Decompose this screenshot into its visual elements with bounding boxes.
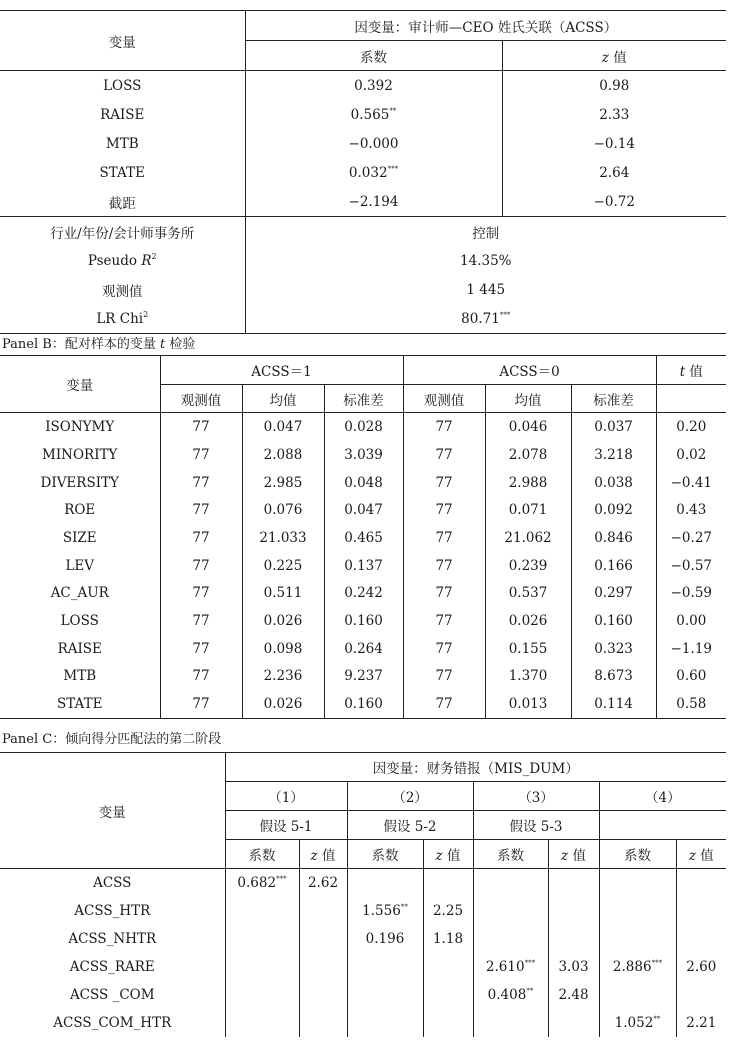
table-row — [0, 524, 726, 552]
mean-cell: 0.013 — [485, 690, 571, 718]
sd-cell: 0.323 — [571, 635, 656, 663]
pseudo-r2-value: 14.35% — [245, 246, 726, 275]
t-value-cell: −0.27 — [656, 524, 726, 552]
z-value-cell-model-2 — [423, 981, 473, 1009]
variable-name: LOSS — [0, 71, 245, 101]
coef-cell-model-3 — [473, 897, 548, 925]
z-letter: z — [561, 848, 569, 864]
cell-value: 0.196 — [365, 931, 405, 947]
coef-header-2: 系数 — [347, 840, 423, 869]
acss-0-group-header: ACSS＝0 — [403, 356, 656, 385]
z-suffix: 值 — [695, 848, 714, 864]
t-value-cell: −0.41 — [656, 469, 726, 497]
table-row — [0, 1009, 726, 1037]
mean-cell: 0.225 — [242, 552, 324, 580]
mean-cell: 0.511 — [242, 580, 324, 608]
hypothesis-1-header: 假设 5-1 — [225, 811, 347, 840]
panel-a-table — [0, 10, 726, 334]
variable-name: ACSS _COM — [69, 987, 155, 1003]
panel-b-table — [0, 355, 726, 719]
z-value-cell-model-1 — [299, 1009, 347, 1037]
table-row — [0, 496, 726, 524]
mean-cell: 0.026 — [485, 607, 571, 635]
variable-name: MTB — [105, 135, 139, 152]
cell-value: 0.392 — [354, 77, 393, 94]
coef-cell-model-1 — [225, 953, 299, 981]
obs-cell: 77 — [160, 441, 242, 469]
sd-cell: 0.092 — [571, 496, 656, 524]
obs-cell: 77 — [403, 552, 485, 580]
variable-name: LOSS — [60, 613, 99, 630]
panel-c-title: Panel C：倾向得分匹配法的第二阶段 — [2, 732, 222, 747]
table-row — [0, 925, 726, 953]
panel-a-variable-header: 变量 — [0, 11, 245, 71]
variable-name: STATE — [0, 690, 160, 718]
observations-value: 1 445 — [245, 275, 726, 304]
z-value-cell-model-1: 2.62 — [299, 869, 347, 898]
hypothesis-3-header: 假设 5-3 — [473, 811, 599, 840]
z-value-cell-model-3: 3.03 — [548, 953, 599, 981]
acss-1-group-header: ACSS＝1 — [160, 356, 403, 385]
table-row — [0, 469, 726, 497]
mean-cell: 21.062 — [485, 524, 571, 552]
panel-c-variable-header: 变量 — [0, 753, 225, 869]
mean-cell: 0.098 — [242, 635, 324, 663]
z-suffix: 值 — [317, 848, 336, 864]
mean-cell: 0.537 — [485, 580, 571, 608]
obs-cell: 77 — [160, 580, 242, 608]
coef-cell — [245, 187, 502, 217]
cell-value: 1.052 — [614, 1015, 654, 1031]
obs-cell: 77 — [160, 690, 242, 718]
obs-cell: 77 — [160, 552, 242, 580]
cell-value: −0.000 — [348, 135, 399, 152]
obs-cell: 77 — [403, 441, 485, 469]
significance-stars: ** — [389, 106, 397, 115]
z-value-cell-model-2: 1.18 — [423, 925, 473, 953]
variable-name: ISONYMY — [0, 413, 160, 441]
z-value-cell: 2.64 — [502, 158, 726, 187]
cell-value: 2.886 — [612, 959, 652, 975]
mean-cell: 2.078 — [485, 441, 571, 469]
obs-cell: 77 — [160, 469, 242, 497]
mean-cell: 0.155 — [485, 635, 571, 663]
cell-value: 2.610 — [485, 959, 525, 975]
table-row — [0, 690, 726, 718]
panel-c-table — [0, 752, 726, 1037]
variable-name: SIZE — [62, 529, 97, 546]
controls-value: 控制 — [245, 217, 726, 247]
mean-cell: 0.239 — [485, 552, 571, 580]
mean-cell: 0.076 — [242, 496, 324, 524]
model-3-header: （3） — [473, 782, 599, 811]
mean-cell: 2.088 — [242, 441, 324, 469]
variable-name: ACSS_COM_HTR — [53, 1015, 172, 1031]
table-row — [0, 71, 726, 101]
sd-header-0: 标准差 — [571, 384, 656, 413]
table-row — [0, 187, 726, 217]
table-row — [0, 552, 726, 580]
obs-cell: 77 — [403, 580, 485, 608]
obs-header-1: 观测值 — [160, 384, 242, 413]
t-value-cell: 0.20 — [656, 413, 726, 441]
z-value-cell-model-3 — [548, 925, 599, 953]
sd-cell: 0.047 — [324, 496, 403, 524]
coef-cell-model-4 — [599, 1009, 676, 1037]
significance-stars: ** — [526, 987, 534, 995]
cell-value: 0.682 — [237, 875, 277, 891]
z-suffix: 值 — [568, 848, 586, 864]
z-value-cell-model-2 — [423, 953, 473, 981]
coef-cell-model-3 — [473, 869, 548, 898]
coef-header-4: 系数 — [599, 840, 676, 869]
sd-cell: 0.038 — [571, 469, 656, 497]
coef-header-1: 系数 — [225, 840, 299, 869]
table-row — [0, 100, 726, 129]
cell-value: −2.194 — [348, 193, 399, 210]
coef-cell-model-1 — [225, 925, 299, 953]
z-value-cell-model-1 — [299, 925, 347, 953]
z-value-cell: 2.33 — [502, 100, 726, 129]
coef-cell-model-2 — [347, 925, 423, 953]
z-value-cell-model-1 — [299, 953, 347, 981]
coef-cell-model-2 — [347, 981, 423, 1009]
coef-cell-model-2 — [347, 1009, 423, 1037]
coef-cell — [245, 71, 502, 101]
significance-stars: ** — [400, 903, 408, 911]
mean-header-0: 均值 — [485, 384, 571, 413]
z-value-cell: −0.14 — [502, 129, 726, 158]
t-value-subheader — [656, 384, 726, 413]
coef-cell-model-3 — [473, 981, 548, 1009]
mean-cell: 0.071 — [485, 496, 571, 524]
obs-cell: 77 — [160, 413, 242, 441]
z-value-cell-model-4 — [676, 925, 726, 953]
significance-stars: *** — [387, 164, 399, 173]
t-value-cell: 0.60 — [656, 663, 726, 691]
mean-cell: 0.047 — [242, 413, 324, 441]
obs-header-0: 观测值 — [403, 384, 485, 413]
z-header-2 — [423, 840, 473, 869]
sd-cell: 0.048 — [324, 469, 403, 497]
mean-cell: 2.236 — [242, 663, 324, 691]
variable-name: STATE — [99, 164, 145, 181]
sd-header-1: 标准差 — [324, 384, 403, 413]
coef-cell-model-4 — [599, 869, 676, 898]
table-row — [0, 869, 726, 898]
obs-cell: 77 — [403, 690, 485, 718]
model-1-header: （1） — [225, 782, 347, 811]
coef-cell-model-3 — [473, 925, 548, 953]
sd-cell: 0.166 — [571, 552, 656, 580]
variable-name: 截距 — [108, 195, 136, 212]
variable-name: AC_AUR — [50, 585, 109, 602]
obs-cell: 77 — [403, 413, 485, 441]
coef-cell-model-3 — [473, 1009, 548, 1037]
variable-name: ACSS_HTR — [74, 903, 151, 919]
z-value-cell-model-4 — [676, 897, 726, 925]
sd-cell: 3.039 — [324, 441, 403, 469]
obs-cell: 77 — [160, 496, 242, 524]
z-letter: z — [688, 848, 696, 864]
coef-cell-model-1 — [225, 1009, 299, 1037]
variable-name: ACSS_NHTR — [68, 931, 157, 947]
z-letter: z — [310, 848, 318, 864]
z-value-cell-model-4 — [676, 981, 726, 1009]
cell-value: 0.565 — [350, 106, 390, 123]
sd-cell: 0.160 — [324, 607, 403, 635]
obs-cell: 77 — [403, 607, 485, 635]
t-value-cell: 0.00 — [656, 607, 726, 635]
observations-label: 观测值 — [102, 283, 143, 300]
sd-cell: 3.218 — [571, 441, 656, 469]
model-4-header: （4） — [599, 782, 726, 811]
variable-name: RAISE — [100, 106, 145, 123]
z-value-cell-model-3: 2.48 — [548, 981, 599, 1009]
table-row — [0, 635, 726, 663]
sd-cell: 0.465 — [324, 524, 403, 552]
z-value-cell-model-2 — [423, 869, 473, 898]
sd-cell: 0.264 — [324, 635, 403, 663]
coef-cell-model-1 — [225, 897, 299, 925]
z-value-cell-model-1 — [299, 897, 347, 925]
z-header-1 — [299, 840, 347, 869]
t-value-cell: 0.58 — [656, 690, 726, 718]
z-value-cell-model-4: 2.21 — [676, 1009, 726, 1037]
coef-cell-model-2 — [347, 953, 423, 981]
hypothesis-2-header: 假设 5-2 — [347, 811, 473, 840]
mean-cell: 0.026 — [242, 607, 324, 635]
mean-cell: 2.988 — [485, 469, 571, 497]
z-suffix: 值 — [442, 848, 461, 864]
sd-cell: 8.673 — [571, 663, 656, 691]
t-value-header: t 值 — [656, 356, 726, 385]
coef-cell-model-2 — [347, 869, 423, 898]
table-row — [0, 607, 726, 635]
z-header-4 — [676, 840, 726, 869]
cell-value: 0.032 — [348, 164, 388, 181]
obs-cell: 77 — [403, 524, 485, 552]
cell-value: 1.556 — [362, 903, 401, 919]
mean-cell: 0.046 — [485, 413, 571, 441]
t-value-cell: −0.57 — [656, 552, 726, 580]
significance-stars: *** — [276, 875, 287, 883]
obs-cell: 77 — [160, 524, 242, 552]
panel-a-dependent-variable-header: 因变量：审计师—CEO 姓氏关联（ACSS） — [245, 11, 726, 41]
z-value-cell: −0.72 — [502, 187, 726, 217]
coef-cell-model-1 — [225, 869, 299, 898]
obs-cell: 77 — [160, 607, 242, 635]
table-row — [0, 441, 726, 469]
table-row — [0, 981, 726, 1009]
sd-cell: 0.242 — [324, 580, 403, 608]
table-row — [0, 663, 726, 691]
panel-a-z-header: z 值 — [502, 41, 726, 71]
z-header-3 — [548, 840, 599, 869]
mean-cell: 21.033 — [242, 524, 324, 552]
z-letter: z — [435, 848, 443, 864]
sd-cell: 0.160 — [571, 607, 656, 635]
obs-cell: 77 — [160, 635, 242, 663]
coef-cell-model-4 — [599, 981, 676, 1009]
panel-c-dependent-variable-header: 因变量：财务错报（MIS_DUM） — [225, 753, 726, 782]
coef-cell — [245, 158, 502, 187]
z-value-cell-model-3 — [548, 869, 599, 898]
cell-value: 0.408 — [487, 987, 527, 1003]
z-value-cell-model-4 — [676, 869, 726, 898]
sd-cell: 0.137 — [324, 552, 403, 580]
significance-stars: *** — [651, 959, 663, 967]
z-value-cell-model-1 — [299, 981, 347, 1009]
mean-header-1: 均值 — [242, 384, 324, 413]
variable-name: ACSS — [0, 869, 225, 898]
t-value-cell: 0.43 — [656, 496, 726, 524]
variable-name: ACSS_RARE — [69, 959, 155, 975]
variable-name: RAISE — [57, 640, 102, 657]
z-value-cell-model-3 — [548, 1009, 599, 1037]
obs-cell: 77 — [403, 663, 485, 691]
sd-cell: 0.846 — [571, 524, 656, 552]
coef-header-3: 系数 — [473, 840, 548, 869]
z-value-cell: 0.98 — [502, 71, 726, 101]
obs-cell: 77 — [403, 496, 485, 524]
sd-cell: 0.037 — [571, 413, 656, 441]
pseudo-r2-label: Pseudo $R^2$ — [87, 252, 157, 269]
obs-cell: 77 — [160, 663, 242, 691]
significance-stars: *** — [524, 959, 536, 967]
table-row — [0, 953, 726, 981]
table-row — [0, 158, 726, 187]
variable-name: DIVERSITY — [40, 474, 119, 491]
mean-cell: 0.026 — [242, 690, 324, 718]
table-row — [0, 413, 726, 441]
panel-a-coef-header: 系数 — [245, 41, 502, 71]
panel-b-variable-header: 变量 — [0, 356, 160, 413]
z-value-cell-model-4: 2.60 — [676, 953, 726, 981]
sd-cell: 9.237 — [324, 663, 403, 691]
coef-cell — [245, 129, 502, 158]
sd-cell: 0.160 — [324, 690, 403, 718]
sd-cell: 0.028 — [324, 413, 403, 441]
coef-cell-model-4 — [599, 897, 676, 925]
variable-name: MINORITY — [42, 446, 118, 463]
coef-cell-model-1 — [225, 981, 299, 1009]
variable-name: LEV — [65, 557, 95, 574]
variable-name: MTB — [63, 668, 97, 685]
table-row — [0, 129, 726, 158]
table-row — [0, 580, 726, 608]
hypothesis-4-header — [599, 811, 726, 840]
mean-cell: 1.370 — [485, 663, 571, 691]
obs-cell: 77 — [403, 635, 485, 663]
t-value-cell: −1.19 — [656, 635, 726, 663]
mean-cell: 2.985 — [242, 469, 324, 497]
coef-cell-model-4 — [599, 953, 676, 981]
table-row — [0, 897, 726, 925]
coef-cell-model-2 — [347, 897, 423, 925]
coef-cell — [245, 100, 502, 129]
sd-cell: 0.114 — [571, 690, 656, 718]
variable-name: ROE — [64, 502, 96, 519]
t-value-cell: −0.59 — [656, 580, 726, 608]
lr-chi2-value: 80.71*** — [245, 304, 726, 334]
model-2-header: （2） — [347, 782, 473, 811]
z-value-cell-model-3 — [548, 897, 599, 925]
z-value-cell-model-2: 2.25 — [423, 897, 473, 925]
z-value-cell-model-2 — [423, 1009, 473, 1037]
obs-cell: 77 — [403, 469, 485, 497]
coef-cell-model-4 — [599, 925, 676, 953]
significance-stars: ** — [653, 1015, 661, 1023]
controls-label: 行业/年份/会计师事务所 — [0, 217, 245, 247]
lr-chi2-label: LR Chi$^2$ — [0, 304, 245, 334]
panel-b-title: Panel B：配对样本的变量 t 检验 — [2, 337, 196, 352]
coef-cell-model-3 — [473, 953, 548, 981]
sd-cell: 0.297 — [571, 580, 656, 608]
t-value-cell: 0.02 — [656, 441, 726, 469]
